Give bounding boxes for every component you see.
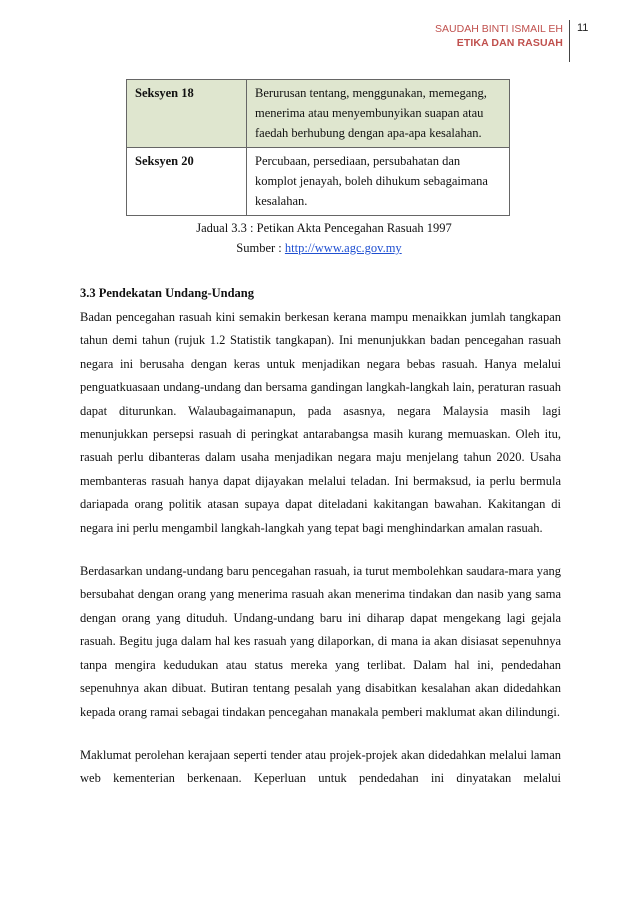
- header-author: SAUDAH BINTI ISMAIL EH: [435, 23, 563, 35]
- page-number: 11: [577, 22, 589, 34]
- paragraph: Berdasarkan undang-undang baru pencegahan rasuah, ia turut membolehkan saudara-mara yang bersubahat dengan orang yang menerima rasuah akan menerima tindakan dan nasib yang sama dengan orang yang dituduh. Undang-undang baru ini diharap dapat mengekang lagi gejala rasuah. Begitu juga dalam hal kes rasuah yang dilaporkan, di mana ia akan disiasat sepenuhnya tanpa mengira kedudukan atau status mereka yang terlibat. Dalam hal ini, pendedahan sepenuhnya akan dibuat. Butiran tentang pesalah yang disabitkan kesalahan akan didedahkan kepada orang ramai sebagai tindakan pencegahan manakala pemberi maklumat akan dilindungi.: [80, 564, 561, 719]
- header-subject: ETIKA DAN RASUAH: [456, 37, 563, 49]
- table-caption: [0, 218, 638, 258]
- act-excerpt-table: [126, 79, 510, 216]
- table-row: [127, 80, 510, 148]
- section-heading: 3.3 Pendekatan Undang-Undang: [80, 286, 255, 300]
- table-cell-section: Seksyen 18: [127, 80, 247, 148]
- paragraph: Badan pencegahan rasuah kini semakin berkesan kerana mampu menaikkan jumlah tangkapan tahun demi tahun (rujuk 1.2 Statistik tangkapan). Ini menunjukkan badan pencegahan rasuah negara ini berusaha dengan keras untuk menjadikan negara bebas rasuah. Hanya melalui penguatkuasaan undang-undang dan bersama gandingan langkah-langkah lain, peraturan rasuah dapat diturunkan. Walaubagaimanapun, pada asasnya, negara Malaysia masih lagi menunjukkan persepsi rasuah di peringkat antarabangsa masih kurang memuaskan. Oleh itu, rasuah perlu dibanteras dalam usaha menjadikan negara maju menjelang tahun 2020. Usaha membanteras rasuah hanya dapat dijayakan melalui teladan. Ini bermaksud, ia perlu bermula dariapada orang politik atasan supaya dapat diteladani kakitangan bawahan. Kakitangan di negara ini perlu mengambil langkah-langkah yang tepat bagi menghindarkan amalan rasuah.: [80, 310, 561, 535]
- source-link[interactable]: http://www.agc.gov.my: [284, 241, 402, 255]
- source-label: Sumber :: [236, 241, 285, 255]
- paragraph: Maklumat perolehan kerajaan seperti tender atau projek-projek akan didedahkan melalui laman web kementerian berkenaan. Keperluan untuk pendedahan ini dinyatakan melalui: [80, 747, 561, 786]
- caption-title: Jadual 3.3 : Petikan Akta Pencegahan Rasuah 1997: [196, 221, 452, 235]
- page-header: [435, 20, 570, 62]
- table-cell-section: Seksyen 20: [127, 148, 247, 216]
- section-body: [80, 283, 561, 811]
- table-row: [127, 148, 510, 216]
- table-cell-description: Percubaan, persediaan, persubahatan dan komplot jenayah, boleh dihukum sebagaimana kesalahan.: [247, 148, 510, 216]
- caption-source: [0, 238, 638, 258]
- table-cell-description: Berurusan tentang, menggunakan, memegang, menerima atau menyembunyikan suapan atau faedah berhubung dengan apa-apa kesalahan.: [247, 80, 510, 148]
